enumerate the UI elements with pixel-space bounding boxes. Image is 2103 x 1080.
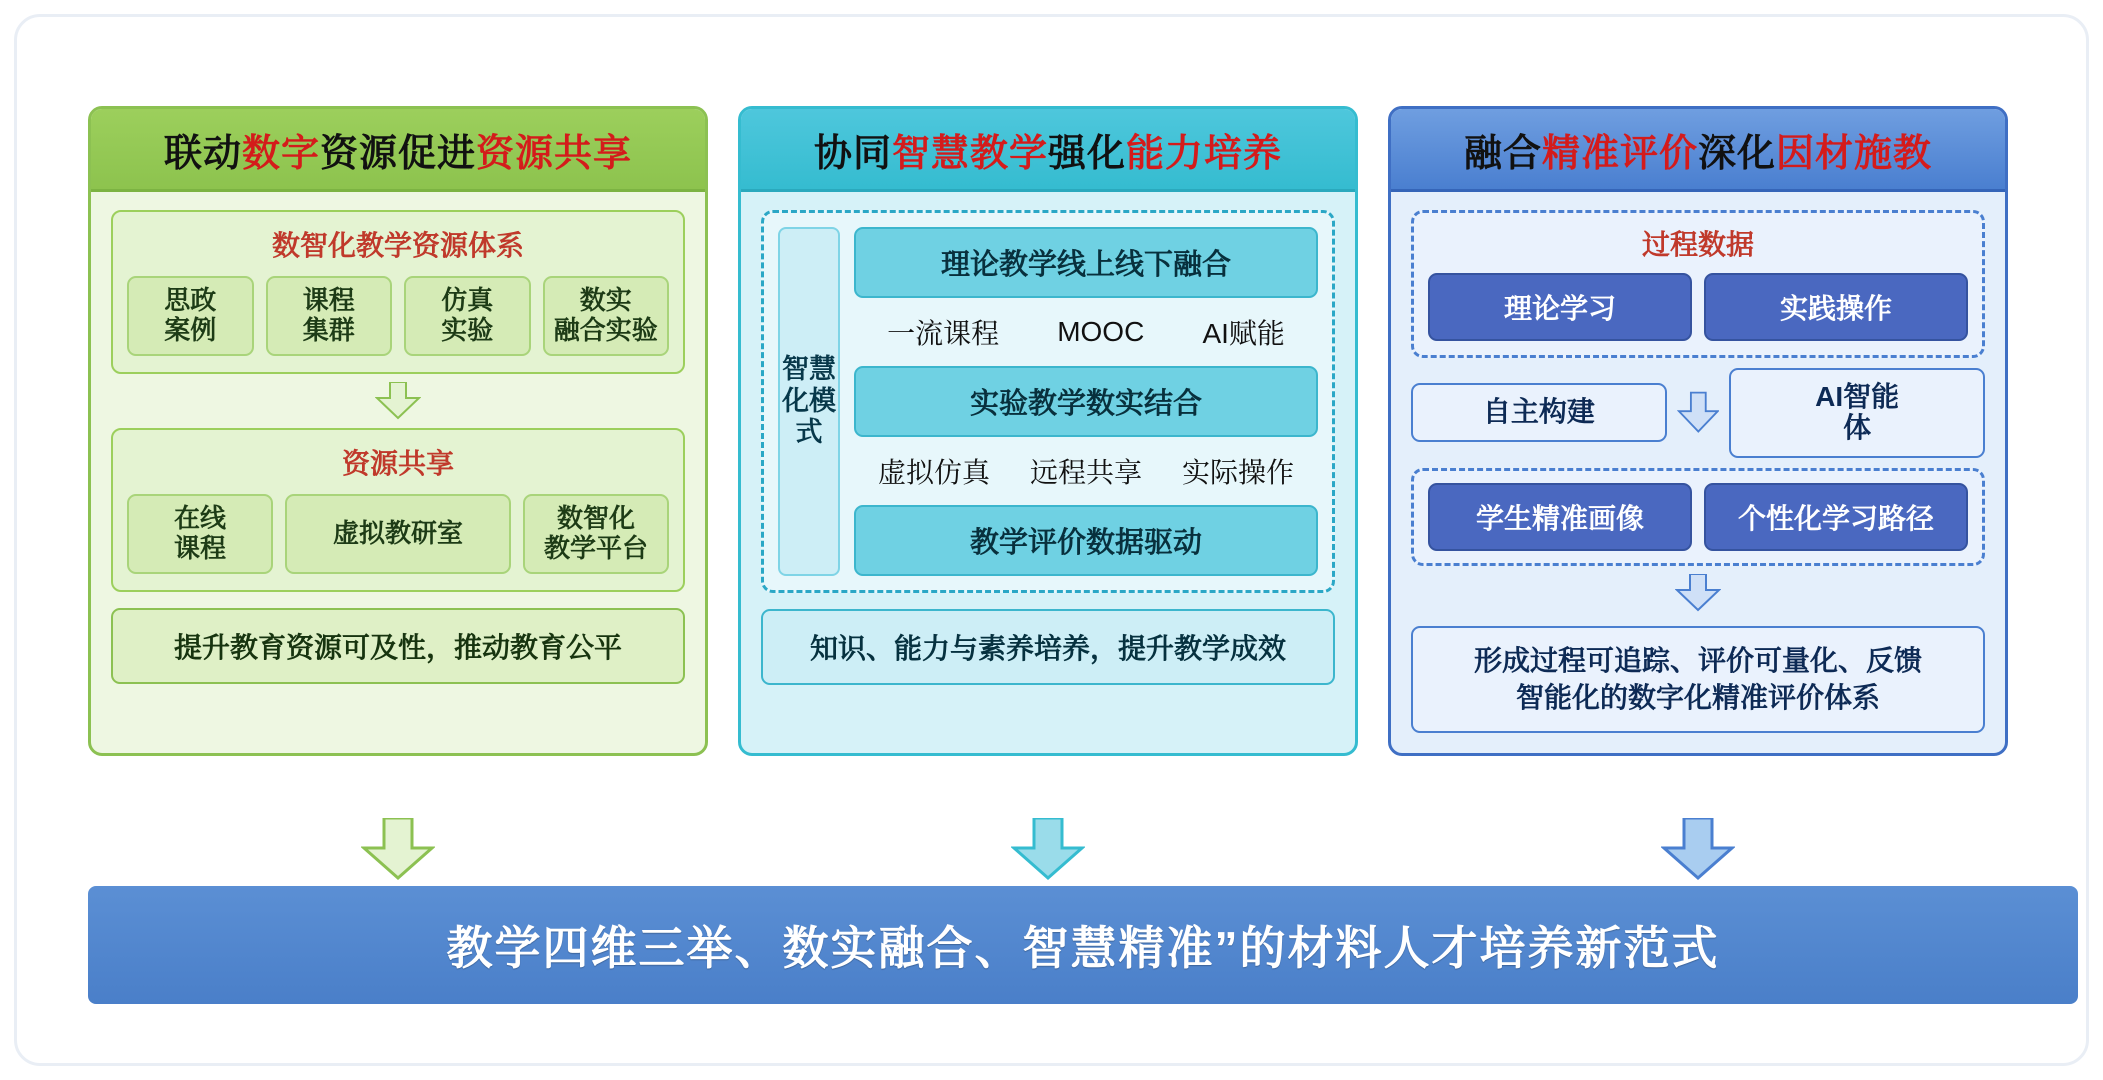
- chip-item[interactable]: 仿真 实验: [404, 276, 531, 356]
- chip-item[interactable]: 数实 融合实验: [543, 276, 670, 356]
- banner-education-equity: 提升教育资源可及性，推动教育公平: [111, 608, 685, 684]
- column-1-header-part1: 联动: [163, 132, 242, 175]
- column-1-header-part2: 资源促进: [320, 132, 477, 175]
- chip-row-profile: [1428, 483, 1968, 551]
- row-item: 虚拟仿真: [877, 457, 990, 488]
- column-precise-evaluation: [1388, 106, 2008, 756]
- pill-item[interactable]: 理论学习: [1428, 273, 1692, 341]
- arrow-cell-3: [1388, 818, 2008, 880]
- panel-smart-mode: [761, 210, 1335, 593]
- panel-teaching-resource-system: [111, 210, 685, 374]
- columns-container: [88, 106, 2078, 756]
- chip-row-resource-sharing: [127, 494, 669, 574]
- panel-resource-sharing: [111, 428, 685, 592]
- column-2-body: [741, 192, 1355, 705]
- column-2-header-part1: 协同: [813, 132, 892, 175]
- row-item: 远程共享: [1029, 457, 1142, 488]
- pill-self-construction[interactable]: 自主构建: [1411, 383, 1667, 442]
- row-item: AI赋能: [1202, 318, 1285, 349]
- chip-row-process-data: [1428, 273, 1968, 341]
- column-2-header-highlight2: 能力培养: [1126, 132, 1283, 175]
- row-item: 一流课程: [887, 318, 1000, 349]
- column-3-header-part2: 深化: [1698, 132, 1777, 175]
- panel-process-data: [1411, 210, 1985, 358]
- chip-item[interactable]: 思政 案例: [127, 276, 254, 356]
- column-3-header-highlight2: 因材施教: [1776, 132, 1933, 175]
- pill-item[interactable]: 个性化学习路径: [1704, 483, 1968, 551]
- row-theory-items: [854, 306, 1318, 358]
- column-3-body: [1391, 192, 2005, 753]
- footer-banner: 教学四维三举、数实融合、智慧精准”的材料人才培养新范式: [88, 886, 2078, 1004]
- banner-teaching-outcome: 知识、能力与素养培养，提升教学成效: [761, 609, 1335, 685]
- column-1-header: [91, 109, 705, 192]
- diagram-content: [28, 28, 2075, 1052]
- column-3-header-part1: 融合: [1463, 132, 1542, 175]
- arrow-cell-1: [88, 818, 708, 880]
- column-2-header-part2: 强化: [1048, 132, 1127, 175]
- banner-evaluation-system: 形成过程可追踪、评价可量化、反馈 智能化的数字化精准评价体系: [1411, 626, 1985, 734]
- chip-item[interactable]: 数智化 教学平台: [523, 494, 669, 574]
- column-3-header: [1391, 109, 2005, 192]
- column-2-header: [741, 109, 1355, 192]
- arrow-down-icon: [1675, 574, 1721, 612]
- arrow-down-icon: [1661, 818, 1735, 880]
- column-1-header-highlight1: 数字: [241, 132, 320, 175]
- arrow-cell-2: [738, 818, 1358, 880]
- chip-item[interactable]: 在线 课程: [127, 494, 273, 574]
- row-item: 实际操作: [1181, 457, 1294, 488]
- arrow-down-icon: [375, 382, 421, 420]
- panel-student-profile: [1411, 468, 1985, 566]
- bar-item[interactable]: 教学评价数据驱动: [854, 505, 1318, 576]
- column-smart-teaching: [738, 106, 1358, 756]
- arrow-down-icon: [361, 818, 435, 880]
- column-resource-sharing: [88, 106, 708, 756]
- pill-item[interactable]: 学生精准画像: [1428, 483, 1692, 551]
- column-1-body: [91, 192, 705, 704]
- panel-title-resource-sharing: 资源共享: [341, 448, 454, 479]
- panel-title-process-data: 过程数据: [1641, 229, 1754, 260]
- chip-row-resource-system: [127, 276, 669, 356]
- side-label-smart-mode: 智慧化模式: [778, 227, 840, 576]
- chip-item[interactable]: 虚拟教研室: [285, 494, 511, 574]
- smart-mode-stack: [854, 227, 1318, 576]
- row-item: MOOC: [1057, 316, 1145, 347]
- column-1-header-highlight2: 资源共享: [476, 132, 633, 175]
- chip-item[interactable]: 课程 集群: [266, 276, 393, 356]
- panel-title-resource-system: 数智化教学资源体系: [271, 230, 524, 261]
- row-experiment-items: [854, 445, 1318, 497]
- column-2-header-highlight1: 智慧教学: [891, 132, 1048, 175]
- pill-ai-agent[interactable]: AI智能 体: [1729, 368, 1985, 458]
- arrow-down-icon: [1677, 391, 1720, 435]
- column-3-header-highlight1: 精准评价: [1541, 132, 1698, 175]
- row-build-and-agent: [1411, 368, 1985, 458]
- bar-item[interactable]: 理论教学线上线下融合: [854, 227, 1318, 298]
- bar-item[interactable]: 实验教学数实结合: [854, 366, 1318, 437]
- pill-item[interactable]: 实践操作: [1704, 273, 1968, 341]
- arrow-down-icon: [1011, 818, 1085, 880]
- big-arrows-row: [88, 818, 2078, 880]
